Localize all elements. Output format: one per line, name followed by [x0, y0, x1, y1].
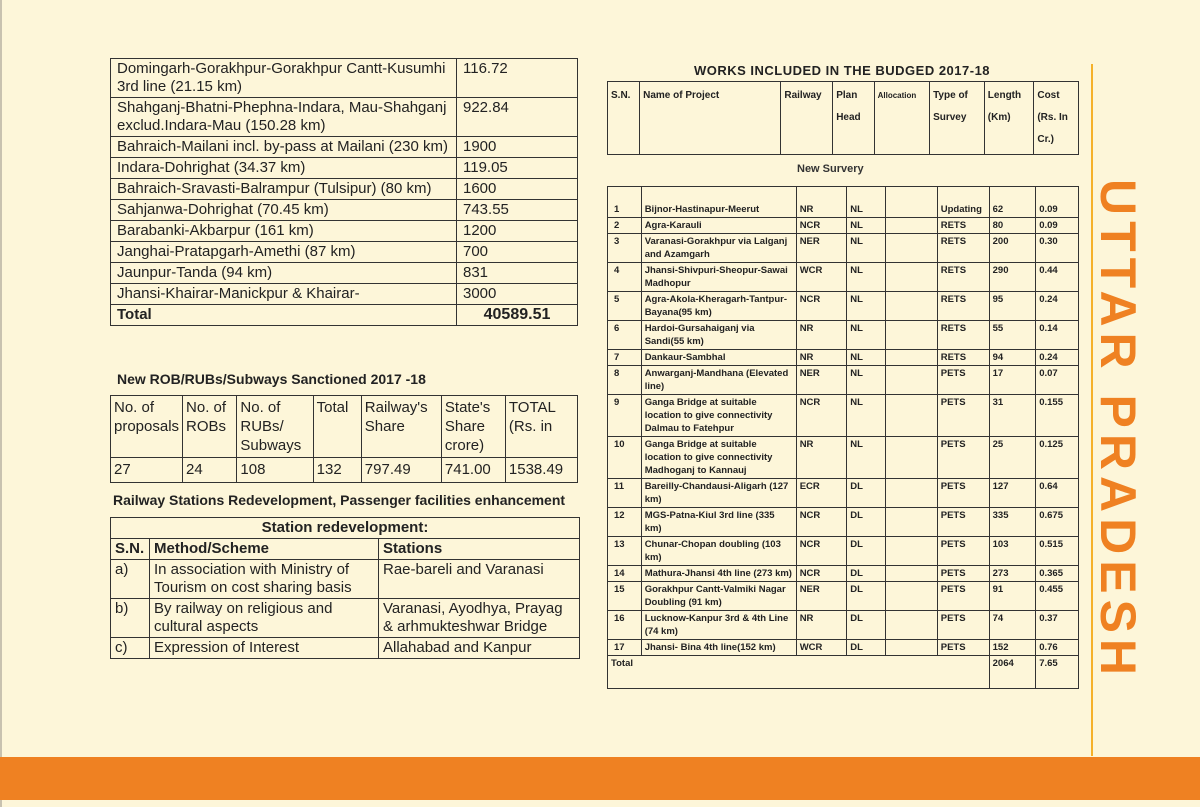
rob-header-cell: TOTAL (Rs. in [505, 396, 577, 458]
station-stations: Allahabad and Kanpur [379, 638, 580, 659]
works-length-cell: 273 [989, 566, 1036, 582]
works-railway-cell: NCR [796, 566, 847, 582]
works-plan-cell: NL [847, 366, 886, 395]
works-type-cell: PETS [937, 395, 989, 437]
works-length-cell: 25 [989, 437, 1036, 479]
works-railway-cell: NR [796, 321, 847, 350]
works-name-cell: Jhansi-Shivpuri-Sheopur-Sawai Madhopur [641, 263, 796, 292]
project-cost: 700 [457, 242, 578, 263]
works-row [608, 566, 1079, 582]
works-name-cell: Jhansi- Bina 4th line(152 km) [641, 640, 796, 656]
works-alloc-cell [885, 395, 937, 437]
project-cost: 3000 [457, 284, 578, 305]
works-total-label: Total [608, 656, 990, 689]
works-header-table [607, 81, 1079, 155]
station-header-stations: Stations [379, 539, 580, 560]
works-header-cell: Plan Head [833, 82, 874, 155]
works-length-cell: 200 [989, 234, 1036, 263]
works-type-cell: RETS [937, 321, 989, 350]
station-row [111, 638, 580, 659]
works-name-cell: Chunar-Chopan doubling (103 km) [641, 537, 796, 566]
station-header-method: Method/Scheme [150, 539, 379, 560]
works-section-label: New Survery [797, 163, 864, 175]
works-sn-cell: 12 [608, 508, 642, 537]
rob-table [110, 395, 578, 483]
works-sn-cell: 6 [608, 321, 642, 350]
works-length-cell: 17 [989, 366, 1036, 395]
works-name-cell: Agra-Akola-Kheragarh-Tantpur-Bayana(95 km) [641, 292, 796, 321]
works-table [607, 186, 1079, 689]
project-cost: 119.05 [457, 158, 578, 179]
station-sn: c) [111, 638, 150, 659]
project-total-label: Total [111, 305, 457, 326]
works-row [608, 508, 1079, 537]
works-header-cell: S.N. [608, 82, 640, 155]
works-alloc-cell [885, 640, 937, 656]
works-row [608, 582, 1079, 611]
works-sn-cell: 15 [608, 582, 642, 611]
works-plan-cell: NL [847, 187, 886, 218]
project-cost: 922.84 [457, 98, 578, 137]
works-cost-cell: 0.24 [1036, 292, 1079, 321]
works-sn-cell: 1 [608, 187, 642, 218]
redevelopment-section-title: Railway Stations Redevelopment, Passenger facilities enhancement [113, 492, 566, 508]
project-row [111, 242, 578, 263]
works-header-cell: Length (Km) [984, 82, 1034, 155]
works-sn-cell: 7 [608, 350, 642, 366]
works-total-row [608, 656, 1079, 689]
works-name-cell: Varanasi-Gorakhpur via Lalganj and Azamgarh [641, 234, 796, 263]
works-sn-cell: 9 [608, 395, 642, 437]
works-alloc-cell [885, 366, 937, 395]
works-cost-cell: 0.37 [1036, 611, 1079, 640]
works-alloc-cell [885, 566, 937, 582]
works-row [608, 366, 1079, 395]
station-redevelopment-table [110, 517, 580, 659]
works-name-cell: Dankaur-Sambhal [641, 350, 796, 366]
station-stations: Rae-bareli and Varanasi [379, 560, 580, 599]
project-row [111, 284, 578, 305]
works-plan-cell: DL [847, 479, 886, 508]
works-sn-cell: 16 [608, 611, 642, 640]
project-name: Bahraich-Sravasti-Balrampur (Tulsipur) (80 km) [111, 179, 457, 200]
rob-header-cell: No. of RUBs/ Subways [237, 396, 313, 458]
works-name-cell: Anwarganj-Mandhana (Elevated line) [641, 366, 796, 395]
works-length-cell: 31 [989, 395, 1036, 437]
works-header-cell: Type of Survey [930, 82, 985, 155]
project-row [111, 158, 578, 179]
project-row [111, 137, 578, 158]
works-total-length: 2064 [989, 656, 1036, 689]
works-type-cell: PETS [937, 582, 989, 611]
works-alloc-cell [885, 508, 937, 537]
works-railway-cell: NCR [796, 508, 847, 537]
works-cost-cell: 0.09 [1036, 187, 1079, 218]
rob-header-cell: No. of proposals [111, 396, 183, 458]
station-method: By railway on religious and cultural aspects [150, 599, 379, 638]
works-alloc-cell [885, 218, 937, 234]
works-sn-cell: 11 [608, 479, 642, 508]
works-alloc-cell [885, 292, 937, 321]
project-name: Indara-Dohrighat (34.37 km) [111, 158, 457, 179]
station-header-sn: S.N. [111, 539, 150, 560]
projects-table-body [111, 59, 578, 326]
works-cost-cell: 0.64 [1036, 479, 1079, 508]
works-length-cell: 91 [989, 582, 1036, 611]
works-sn-cell: 14 [608, 566, 642, 582]
works-plan-cell: NL [847, 350, 886, 366]
project-row [111, 221, 578, 242]
works-railway-cell: NR [796, 611, 847, 640]
station-method: Expression of Interest [150, 638, 379, 659]
works-type-cell: RETS [937, 350, 989, 366]
works-alloc-cell [885, 479, 937, 508]
works-railway-cell: NCR [796, 537, 847, 566]
rob-value-cell: 27 [111, 458, 183, 483]
rob-value-cell: 741.00 [441, 458, 505, 483]
works-type-cell: PETS [937, 437, 989, 479]
works-cost-cell: 0.76 [1036, 640, 1079, 656]
project-cost: 831 [457, 263, 578, 284]
works-length-cell: 335 [989, 508, 1036, 537]
works-type-cell: PETS [937, 508, 989, 537]
project-name: Barabanki-Akbarpur (161 km) [111, 221, 457, 242]
works-sn-cell: 2 [608, 218, 642, 234]
projects-table [110, 58, 578, 326]
works-name-cell: Bijnor-Hastinapur-Meerut [641, 187, 796, 218]
works-length-cell: 152 [989, 640, 1036, 656]
works-header-cell: Railway [781, 82, 833, 155]
project-name: Bahraich-Mailani incl. by-pass at Mailani (230 km) [111, 137, 457, 158]
works-sn-cell: 10 [608, 437, 642, 479]
works-alloc-cell [885, 582, 937, 611]
works-sn-cell: 3 [608, 234, 642, 263]
station-caption-row [111, 518, 580, 539]
works-type-cell: RETS [937, 292, 989, 321]
rob-header-cell: State's Share crore) [441, 396, 505, 458]
station-header-row [111, 539, 580, 560]
works-railway-cell: NR [796, 350, 847, 366]
works-sn-cell: 13 [608, 537, 642, 566]
works-type-cell: Updating [937, 187, 989, 218]
works-title: WORKS INCLUDED IN THE BUDGED 2017-18 [693, 63, 991, 78]
station-stations: Varanasi, Ayodhya, Prayag & arhmukteshwar Bridge [379, 599, 580, 638]
works-railway-cell: WCR [796, 640, 847, 656]
works-plan-cell: DL [847, 582, 886, 611]
works-cost-cell: 0.155 [1036, 395, 1079, 437]
works-name-cell: Lucknow-Kanpur 3rd & 4th Line (74 km) [641, 611, 796, 640]
works-row [608, 537, 1079, 566]
works-alloc-cell [885, 611, 937, 640]
works-length-cell: 62 [989, 187, 1036, 218]
project-row [111, 263, 578, 284]
works-row [608, 350, 1079, 366]
works-type-cell: RETS [937, 218, 989, 234]
works-total-cost: 7.65 [1036, 656, 1079, 689]
works-cost-cell: 0.30 [1036, 234, 1079, 263]
project-name: Domingarh-Gorakhpur-Gorakhpur Cantt-Kusumhi 3rd line (21.15 km) [111, 59, 457, 98]
project-name: Sahjanwa-Dohrighat (70.45 km) [111, 200, 457, 221]
works-sn-cell: 17 [608, 640, 642, 656]
works-table-body [608, 187, 1079, 689]
project-row [111, 200, 578, 221]
works-railway-cell: NER [796, 366, 847, 395]
works-plan-cell: NL [847, 263, 886, 292]
works-alloc-cell [885, 321, 937, 350]
works-cost-cell: 0.515 [1036, 537, 1079, 566]
works-alloc-cell [885, 537, 937, 566]
works-cost-cell: 0.14 [1036, 321, 1079, 350]
project-row [111, 98, 578, 137]
works-row [608, 187, 1079, 218]
rob-header-cell: Railway's Share [361, 396, 441, 458]
project-row [111, 179, 578, 200]
rob-value-cell: 797.49 [361, 458, 441, 483]
works-length-cell: 94 [989, 350, 1036, 366]
works-railway-cell: NR [796, 187, 847, 218]
station-caption: Station redevelopment: [111, 518, 580, 539]
works-plan-cell: NL [847, 437, 886, 479]
works-railway-cell: NER [796, 582, 847, 611]
works-plan-cell: DL [847, 508, 886, 537]
works-plan-cell: DL [847, 566, 886, 582]
works-type-cell: RETS [937, 263, 989, 292]
works-railway-cell: NCR [796, 218, 847, 234]
rob-section-title: New ROB/RUBs/Subways Sanctioned 2017 -18 [117, 371, 426, 387]
project-total-row [111, 305, 578, 326]
works-cost-cell: 0.455 [1036, 582, 1079, 611]
works-railway-cell: NR [796, 437, 847, 479]
works-row [608, 234, 1079, 263]
works-type-cell: PETS [937, 640, 989, 656]
works-type-cell: PETS [937, 366, 989, 395]
rob-value-cell: 108 [237, 458, 313, 483]
works-header-cell: Name of Project [640, 82, 781, 155]
project-name: Shahganj-Bhatni-Phephna-Indara, Mau-Shahganj exclud.Indara-Mau (150.28 km) [111, 98, 457, 137]
works-cost-cell: 0.44 [1036, 263, 1079, 292]
works-row [608, 479, 1079, 508]
works-cost-cell: 0.125 [1036, 437, 1079, 479]
project-total-value: 40589.51 [457, 305, 578, 326]
works-plan-cell: DL [847, 640, 886, 656]
works-name-cell: MGS-Patna-Kiul 3rd line (335 km) [641, 508, 796, 537]
works-type-cell: PETS [937, 566, 989, 582]
works-plan-cell: NL [847, 321, 886, 350]
rob-header-row [111, 396, 578, 458]
works-railway-cell: NER [796, 234, 847, 263]
station-sn: b) [111, 599, 150, 638]
works-length-cell: 80 [989, 218, 1036, 234]
works-alloc-cell [885, 437, 937, 479]
page-left-border [0, 0, 2, 807]
works-header-cell: Allocation [874, 82, 929, 155]
project-name: Janghai-Pratapgarh-Amethi (87 km) [111, 242, 457, 263]
works-name-cell: Ganga Bridge at suitable location to give connectivity Madhoganj to Kannauj [641, 437, 796, 479]
works-header-cell: Cost (Rs. In Cr.) [1034, 82, 1079, 155]
works-railway-cell: ECR [796, 479, 847, 508]
rob-value-cell: 1538.49 [505, 458, 577, 483]
works-name-cell: Ganga Bridge at suitable location to give connectivity Dalmau to Fatehpur [641, 395, 796, 437]
works-row [608, 395, 1079, 437]
station-sn: a) [111, 560, 150, 599]
works-sn-cell: 4 [608, 263, 642, 292]
works-cost-cell: 0.09 [1036, 218, 1079, 234]
works-name-cell: Hardoi-Gursahaiganj via Sandi(55 km) [641, 321, 796, 350]
rob-value-cell: 132 [313, 458, 361, 483]
works-plan-cell: NL [847, 234, 886, 263]
works-row [608, 321, 1079, 350]
rob-value-cell: 24 [183, 458, 237, 483]
station-row [111, 560, 580, 599]
works-row [608, 218, 1079, 234]
works-length-cell: 74 [989, 611, 1036, 640]
station-table-body [111, 518, 580, 659]
works-sn-cell: 5 [608, 292, 642, 321]
project-row [111, 59, 578, 98]
works-name-cell: Gorakhpur Cantt-Valmiki Nagar Doubling (91 km) [641, 582, 796, 611]
works-railway-cell: WCR [796, 263, 847, 292]
works-length-cell: 55 [989, 321, 1036, 350]
rob-table-body [111, 396, 578, 483]
works-cost-cell: 0.365 [1036, 566, 1079, 582]
works-length-cell: 290 [989, 263, 1036, 292]
project-cost: 1600 [457, 179, 578, 200]
works-row [608, 611, 1079, 640]
state-name: UTTAR PRADESH [1090, 178, 1146, 682]
works-plan-cell: DL [847, 611, 886, 640]
project-name: Jaunpur-Tanda (94 km) [111, 263, 457, 284]
works-name-cell: Agra-Karauli [641, 218, 796, 234]
works-railway-cell: NCR [796, 395, 847, 437]
works-alloc-cell [885, 350, 937, 366]
works-type-cell: PETS [937, 611, 989, 640]
works-length-cell: 95 [989, 292, 1036, 321]
works-plan-cell: NL [847, 395, 886, 437]
works-cost-cell: 0.24 [1036, 350, 1079, 366]
rob-header-cell: Total [313, 396, 361, 458]
station-row [111, 599, 580, 638]
works-row [608, 640, 1079, 656]
works-railway-cell: NCR [796, 292, 847, 321]
works-plan-cell: NL [847, 292, 886, 321]
works-row [608, 292, 1079, 321]
works-sn-cell: 8 [608, 366, 642, 395]
rob-values-row [111, 458, 578, 483]
works-row [608, 263, 1079, 292]
works-plan-cell: NL [847, 218, 886, 234]
station-method: In association with Ministry of Tourism on cost sharing basis [150, 560, 379, 599]
works-header-row [608, 82, 1079, 155]
works-cost-cell: 0.07 [1036, 366, 1079, 395]
works-alloc-cell [885, 263, 937, 292]
works-name-cell: Bareilly-Chandausi-Aligarh (127 km) [641, 479, 796, 508]
project-cost: 1200 [457, 221, 578, 242]
works-alloc-cell [885, 187, 937, 218]
project-cost: 1900 [457, 137, 578, 158]
works-type-cell: PETS [937, 479, 989, 508]
works-type-cell: RETS [937, 234, 989, 263]
works-plan-cell: DL [847, 537, 886, 566]
works-row [608, 437, 1079, 479]
works-length-cell: 127 [989, 479, 1036, 508]
works-name-cell: Mathura-Jhansi 4th line (273 km) [641, 566, 796, 582]
project-name: Jhansi-Khairar-Manickpur & Khairar- [111, 284, 457, 305]
works-alloc-cell [885, 234, 937, 263]
rob-header-cell: No. of ROBs [183, 396, 237, 458]
works-length-cell: 103 [989, 537, 1036, 566]
project-cost: 743.55 [457, 200, 578, 221]
works-cost-cell: 0.675 [1036, 508, 1079, 537]
project-cost: 116.72 [457, 59, 578, 98]
works-type-cell: PETS [937, 537, 989, 566]
footer-band [0, 757, 1200, 800]
